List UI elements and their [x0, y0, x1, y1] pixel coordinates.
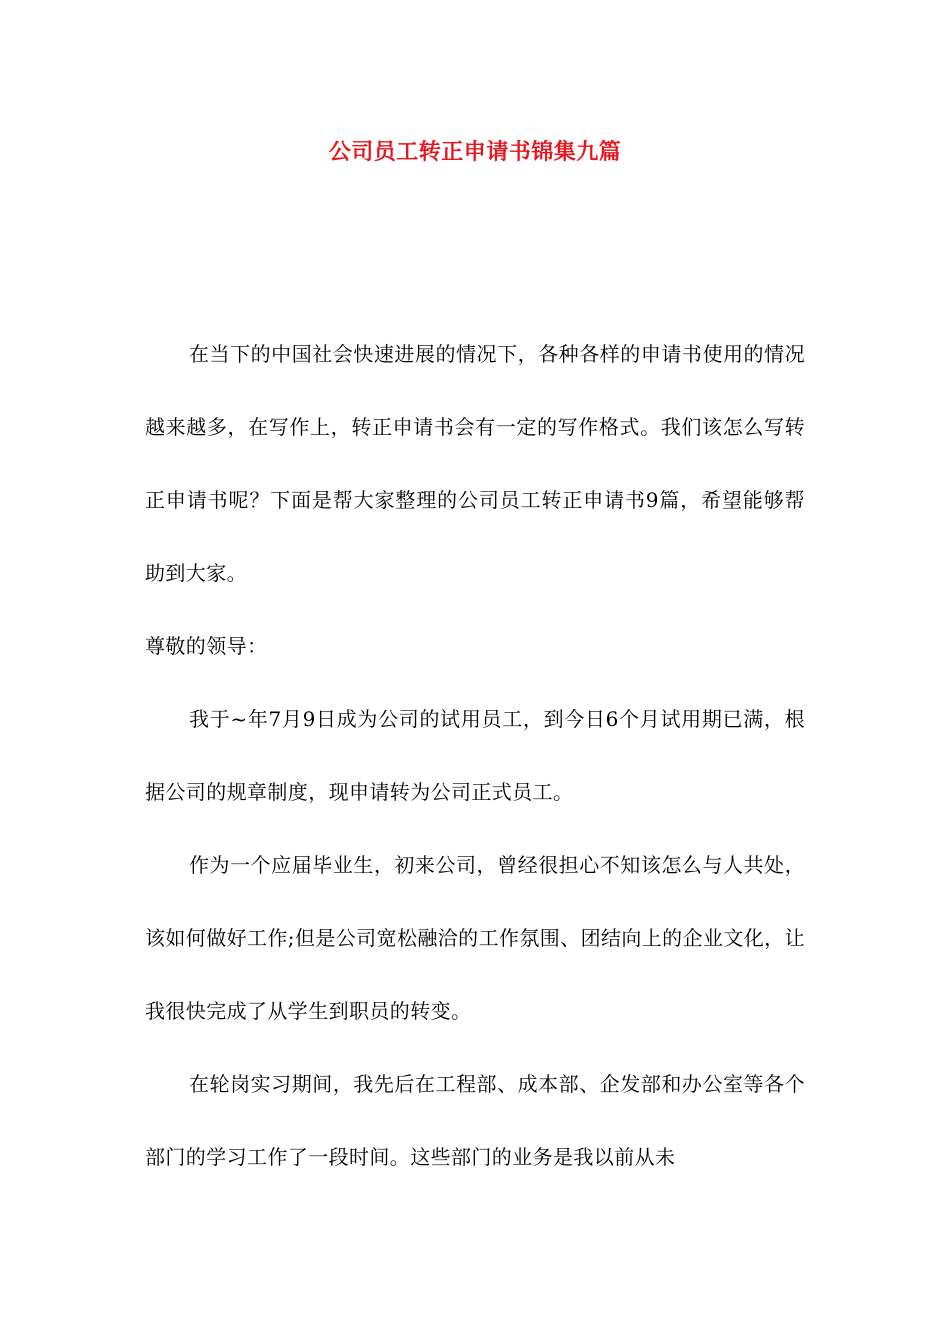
body-paragraph-adaptation: 作为一个应届毕业生，初来公司，曾经很担心不知该怎么与人共处，该如何做好工作;但是公司宽松融洽的工作氛围、团结向上的企业文化，让我很快完成了从学生到职员的转变。 — [145, 853, 805, 1023]
document-body — [145, 318, 805, 1194]
intro-paragraph: 在当下的中国社会快速进展的情况下，各种各样的申请书使用的情况越来越多，在写作上，转正申请书会有一定的写作格式。我们该怎么写转正申请书呢？下面是帮大家整理的公司员工转正申请书9篇，希望能够帮助到大家。 — [145, 342, 805, 585]
body-paragraph-application: 我于~年7月9日成为公司的试用员工，到今日6个月试用期已满，根据公司的规章制度，现申请转为公司正式员工。 — [145, 707, 805, 804]
body-paragraph-rotation: 在轮岗实习期间，我先后在工程部、成本部、企发部和办公室等各个部门的学习工作了一段时间。这些部门的业务是我以前从未 — [145, 1072, 805, 1169]
salutation: 尊敬的领导： — [145, 634, 268, 658]
document-title: 公司员工转正申请书锦集九篇 — [328, 140, 622, 165]
